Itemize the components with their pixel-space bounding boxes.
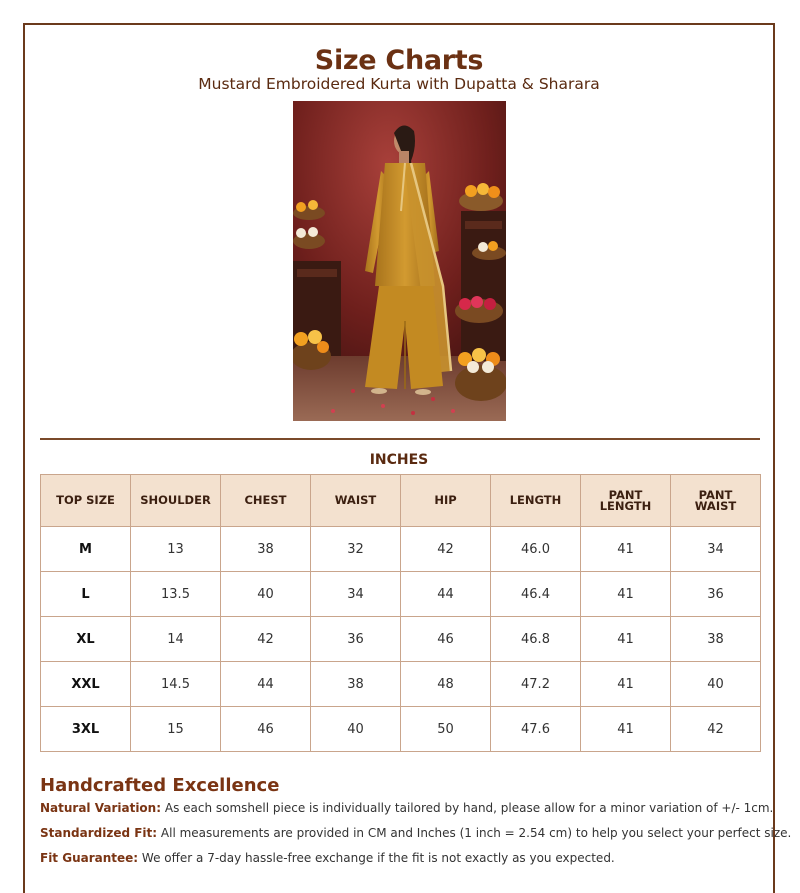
measurement-cell: 40: [671, 662, 761, 707]
measurement-cell: 14: [131, 617, 221, 662]
measurement-cell: 47.2: [491, 662, 581, 707]
note-label: Natural Variation:: [40, 801, 162, 815]
column-header-text: WAIST: [694, 498, 737, 513]
column-header: [401, 475, 491, 527]
measurement-cell: 36: [311, 617, 401, 662]
product-image: [293, 101, 506, 421]
measurement-cell: 42: [401, 527, 491, 572]
column-header: [491, 475, 581, 527]
product-photo-woman-in-mustard-kurta: [293, 101, 506, 421]
measurement-cell: 38: [311, 662, 401, 707]
measurement-cell: 15: [131, 707, 221, 752]
table-header-row: [41, 475, 761, 527]
measurement-cell: 47.6: [491, 707, 581, 752]
measurement-cell: 46.4: [491, 572, 581, 617]
measurement-cell: 41: [581, 707, 671, 752]
table-row: [41, 572, 761, 617]
measurement-cell: 40: [311, 707, 401, 752]
table-row: [41, 527, 761, 572]
size-chart-card: [23, 23, 792, 893]
note-label: Fit Guarantee:: [40, 851, 139, 865]
measurement-cell: 38: [671, 617, 761, 662]
note-text: As each somshell piece is individually tailored by hand, please allow for a minor variation of +/- 1cm.: [164, 801, 774, 815]
column-header-text: HIP: [434, 493, 457, 507]
measurement-cell: 13.5: [131, 572, 221, 617]
size-table: [40, 474, 761, 752]
column-header: [131, 475, 221, 527]
note-text: We offer a 7-day hassle-free exchange if the fit is not exactly as you expected.: [141, 851, 615, 865]
column-header-text: CHEST: [244, 493, 287, 507]
measurement-cell: 13: [131, 527, 221, 572]
measurement-cell: 48: [401, 662, 491, 707]
measurement-cell: 36: [671, 572, 761, 617]
column-header: [221, 475, 311, 527]
column-header-text: PANT: [698, 487, 733, 502]
measurement-cell: 34: [671, 527, 761, 572]
size-cell: XXL: [41, 662, 131, 707]
column-header: [41, 475, 131, 527]
page-title: Size Charts: [314, 45, 484, 76]
measurement-cell: 46.8: [491, 617, 581, 662]
table-row: [41, 662, 761, 707]
table-row: [41, 617, 761, 662]
measurement-cell: 41: [581, 572, 671, 617]
measurement-cell: 32: [311, 527, 401, 572]
measurement-cell: 42: [671, 707, 761, 752]
table-body: [41, 527, 761, 752]
measurement-cell: 41: [581, 527, 671, 572]
column-header-text: PANT: [608, 487, 643, 502]
table-row: [41, 707, 761, 752]
measurement-cell: 44: [401, 572, 491, 617]
section-divider: [40, 438, 760, 440]
column-header-text: SHOULDER: [140, 493, 211, 507]
measurement-cell: 34: [311, 572, 401, 617]
column-header-text: LENGTH: [509, 493, 562, 507]
column-header: [311, 475, 401, 527]
column-header-text: WAIST: [334, 493, 377, 507]
column-header-text: LENGTH: [599, 498, 652, 513]
measurement-cell: 38: [221, 527, 311, 572]
product-name: Mustard Embroidered Kurta with Dupatta & Sharara: [198, 75, 600, 93]
size-cell: 3XL: [41, 707, 131, 752]
note-standardized-fit: [40, 826, 791, 840]
measurement-cell: 46: [221, 707, 311, 752]
measurement-cell: 46: [401, 617, 491, 662]
measurement-cell: 44: [221, 662, 311, 707]
measurement-cell: 14.5: [131, 662, 221, 707]
section-title: Handcrafted Excellence: [40, 775, 280, 796]
measurement-cell: 41: [581, 662, 671, 707]
size-cell: XL: [41, 617, 131, 662]
column-header-text: TOP SIZE: [56, 493, 115, 507]
measurement-cell: 46.0: [491, 527, 581, 572]
note-text: All measurements are provided in CM and Inches (1 inch = 2.54 cm) to help you select your perfect size.: [160, 826, 792, 840]
note-label: Standardized Fit:: [40, 826, 158, 840]
unit-label: INCHES: [369, 452, 429, 468]
size-cell: M: [41, 527, 131, 572]
size-cell: L: [41, 572, 131, 617]
note-natural-variation: [40, 801, 773, 815]
measurement-cell: 50: [401, 707, 491, 752]
note-fit-guarantee: [40, 851, 615, 865]
measurement-cell: 42: [221, 617, 311, 662]
measurement-cell: 41: [581, 617, 671, 662]
column-header: [671, 475, 761, 527]
column-header: [581, 475, 671, 527]
measurement-cell: 40: [221, 572, 311, 617]
